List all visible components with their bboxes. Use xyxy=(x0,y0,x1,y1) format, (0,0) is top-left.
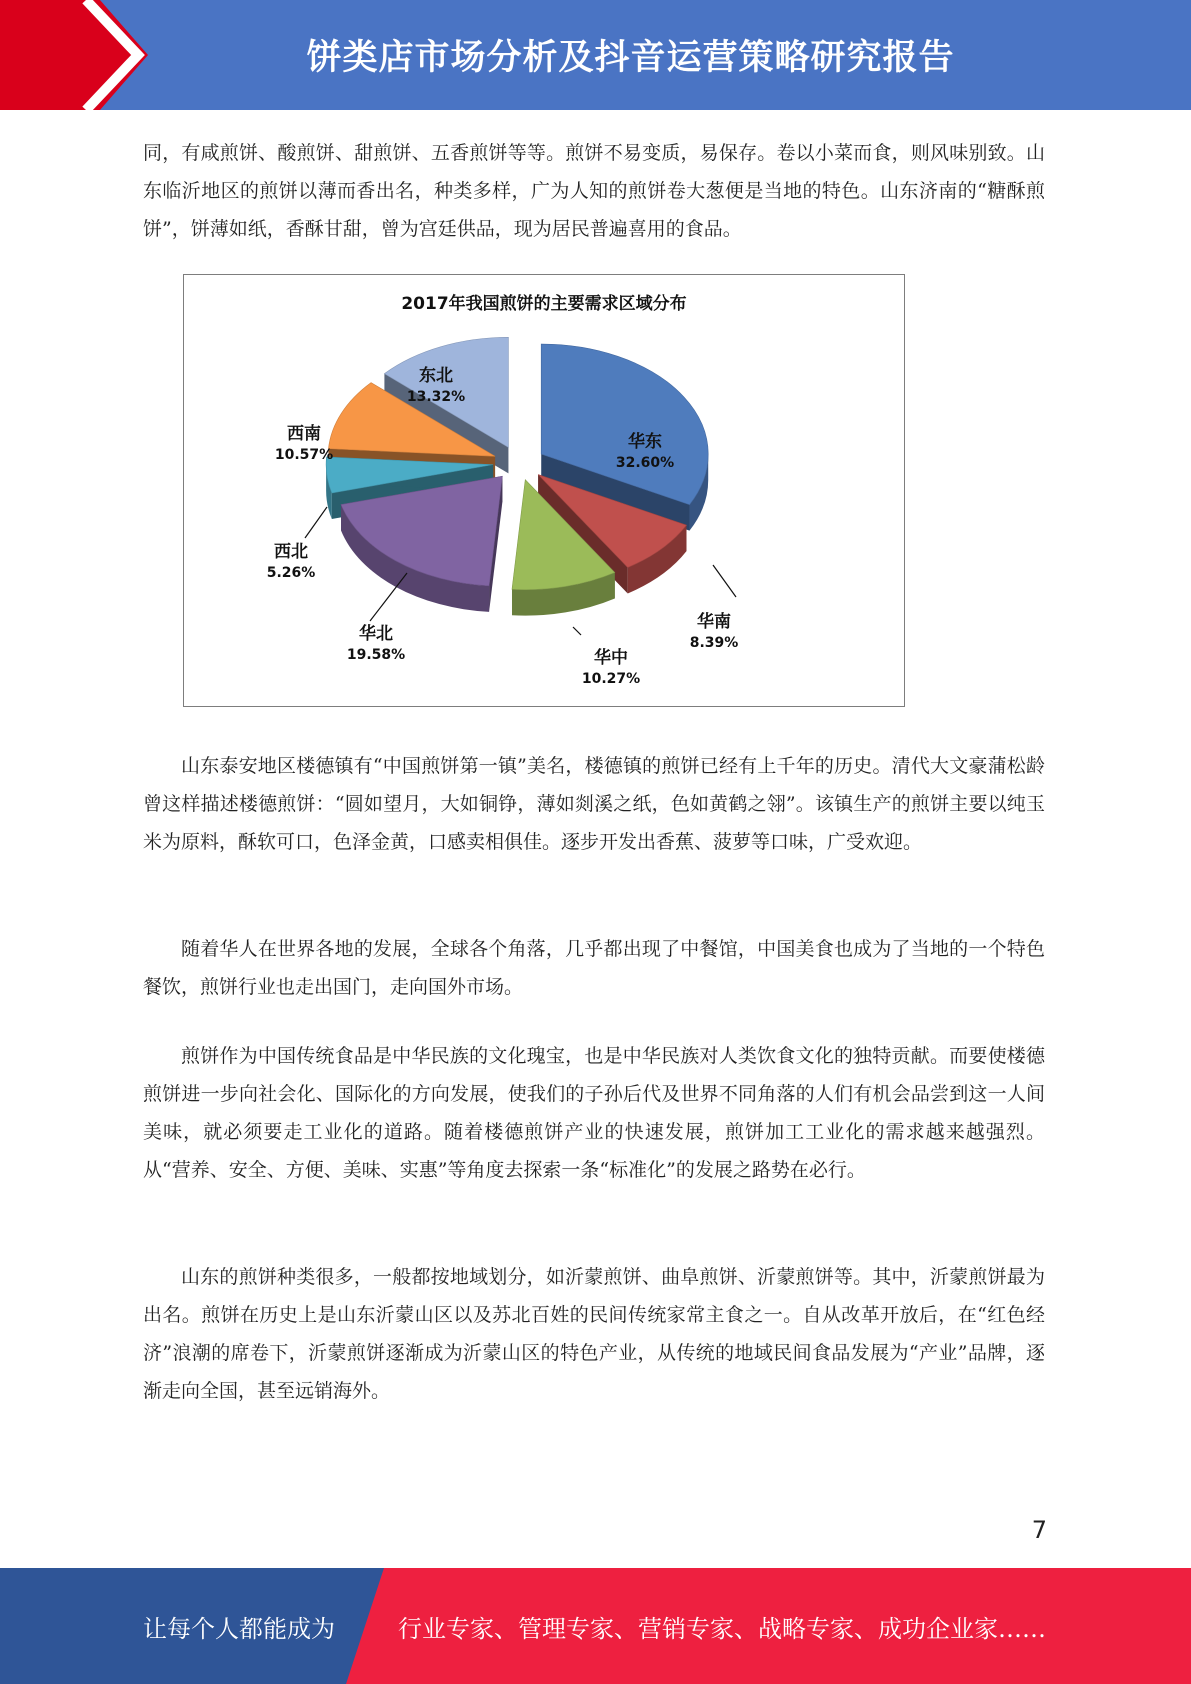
page-number: 7 xyxy=(1031,1516,1047,1544)
slice-label-name: 华北 xyxy=(359,624,393,644)
leader-line-西北 xyxy=(305,507,327,538)
report-title: 饼类店市场分析及抖音运营策略研究报告 xyxy=(306,38,955,78)
pie-slices xyxy=(326,337,708,615)
paragraph-intro: 同，有咸煎饼、酸煎饼、甜煎饼、五香煎饼等等。煎饼不易变质，易保存。卷以小菜而食，则风味别致。山东临沂地区的煎饼以薄而香出名，种类多样，广为人知的煎饼卷大葱便是当地的特色。山东济南的“糖酥煎饼”，饼薄如纸，香酥甘甜，曾为宫廷供品，现为居民普遍喜用的食品。 xyxy=(143,142,1045,240)
slice-label-value: 5.26% xyxy=(266,565,316,581)
pie-chart xyxy=(183,274,905,707)
slice-label-value: 19.58% xyxy=(346,647,406,663)
slice-label-name: 华南 xyxy=(697,612,731,632)
paragraph-industrialization: 煎饼作为中国传统食品是中华民族的文化瑰宝，也是中华民族对人类饮食文化的独特贡献。而要使楼德煎饼进一步向社会化、国际化的方向发展，使我们的子孙后代及世界不同角落的人们有机会品尝到这一人间美味，就必须要走工业化的道路。随着楼德煎饼产业的快速发展，煎饼加工工业化的需求越来越强烈。从“营养、安全、方便、美味、实惠”等角度去探索一条“标准化”的发展之路势在必行。 xyxy=(143,1045,1045,1181)
paragraph-yimeng: 山东的煎饼种类很多，一般都按地域划分，如沂蒙煎饼、曲阜煎饼、沂蒙煎饼等。其中，沂蒙煎饼最为出名。煎饼在历史上是山东沂蒙山区以及苏北百姓的民间传统家常主食之一。自从改革开放后，在“红色经济”浪潮的席卷下，沂蒙煎饼逐渐成为沂蒙山区的特色产业，从传统的地域民间食品发展为“产业”品牌，逐渐走向全国，甚至远销海外。 xyxy=(143,1266,1045,1402)
slice-label-西北 xyxy=(251,541,331,583)
slice-label-name: 华中 xyxy=(594,648,628,668)
leader-line-华中 xyxy=(573,627,581,635)
leader-line-华南 xyxy=(713,565,736,597)
chart-title: 2017年我国煎饼的主要需求区域分布 xyxy=(401,294,687,314)
slice-label-value: 10.57% xyxy=(274,447,334,463)
page-footer xyxy=(0,1568,1191,1684)
slice-label-name: 西南 xyxy=(287,424,321,444)
paragraph-loude: 山东泰安地区楼德镇有“中国煎饼第一镇”美名，楼德镇的煎饼已经有上千年的历史。清代大文豪蒲松龄曾这样描述楼德煎饼：“圆如望月，大如铜铮，薄如剡溪之纸，色如黄鹤之翎”。该镇生产的煎饼主要以纯玉米为原料，酥软可口，色泽金黄，口感卖相俱佳。逐步开发出香蕉、菠萝等口味，广受欢迎。 xyxy=(143,755,1045,853)
slice-label-华北 xyxy=(336,623,416,665)
slice-label-华南 xyxy=(674,611,754,653)
slice-label-西南 xyxy=(264,423,344,465)
slice-label-name: 华东 xyxy=(628,432,662,452)
slice-label-value: 8.39% xyxy=(689,635,739,651)
slice-label-value: 13.32% xyxy=(406,389,466,405)
header-arrow-decoration xyxy=(0,0,160,110)
slice-label-华中 xyxy=(571,647,651,689)
footer-slogan-right: 行业专家、管理专家、营销专家、战略专家、成功企业家…… xyxy=(398,1614,1046,1643)
slice-label-name: 东北 xyxy=(419,366,453,386)
pie-chart-plot xyxy=(184,275,904,706)
footer-slogan-left: 让每个人都能成为 xyxy=(143,1614,335,1643)
slice-label-value: 10.27% xyxy=(581,671,641,687)
slice-label-value: 32.60% xyxy=(615,455,675,471)
paragraph-overseas: 随着华人在世界各地的发展，全球各个角落，几乎都出现了中餐馆，中国美食也成为了当地的一个特色餐饮，煎饼行业也走出国门，走向国外市场。 xyxy=(143,938,1045,998)
slice-label-name: 西北 xyxy=(274,542,308,562)
page-header xyxy=(0,0,1191,110)
slice-label-华东 xyxy=(605,431,685,473)
slice-label-东北 xyxy=(396,365,476,407)
